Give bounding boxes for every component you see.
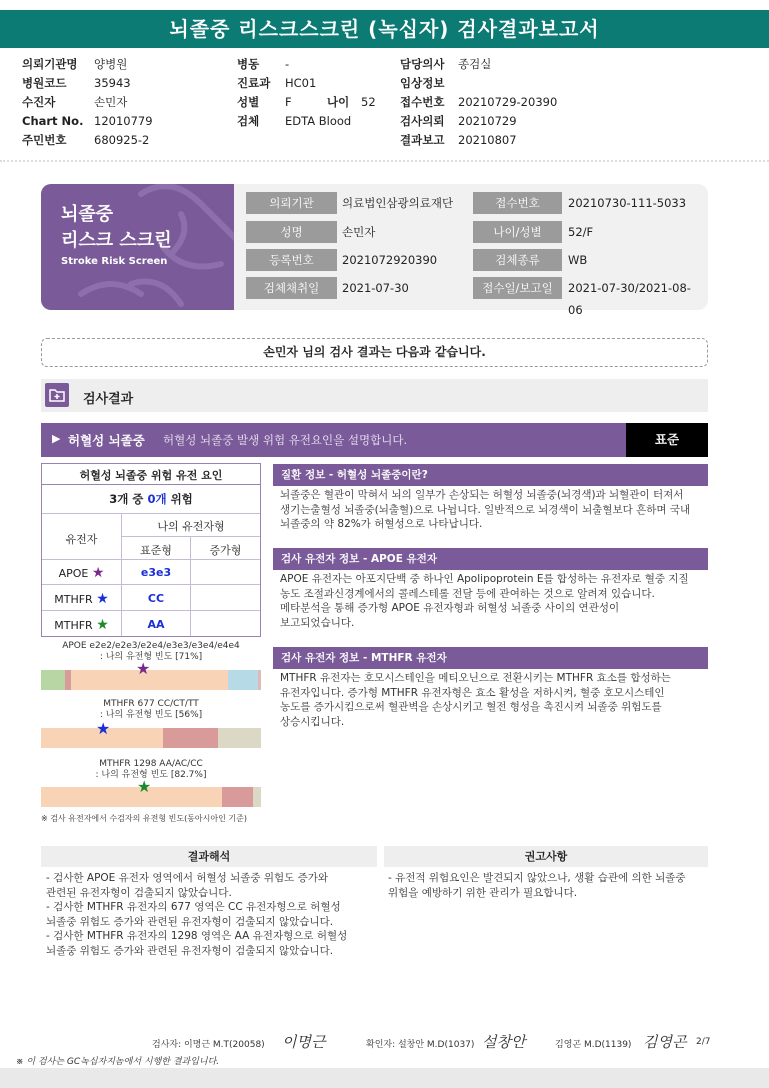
confirmer2-signature: 김영곤 [643,1033,687,1051]
text-line: 위험을 예방하기 위한 관리가 필요합니다. [388,886,578,899]
info-box-title: 검사 유전자 정보 - APOE 유전자 [273,548,708,570]
risk-count-prefix: 3개 중 [109,492,144,506]
header-row [22,112,222,131]
header-label: 의뢰기관명 [22,57,78,71]
header-row [237,112,387,131]
info-value: 손민자 [342,225,376,239]
gene-risk-table [41,463,261,637]
freq-bar-segment [218,728,261,748]
folder-plus-icon [45,383,69,407]
star-icon: ★ [96,591,109,607]
info-value: 2021-07-30/2021-08-06 [568,281,691,317]
genotype-std: e3e3 [140,566,172,579]
interpretation-body [46,871,376,958]
header-value: 20210807 [458,133,517,147]
section-header [41,379,708,412]
table-divider [42,584,260,585]
text-line: - 검사한 APOE 유전자 영역에서 허혈성 뇌졸중 위험도 증가와 [46,872,329,884]
header-value: 종검실 [458,57,492,71]
info-label: 접수번호 [473,192,562,214]
col-std-header: 표준형 [140,544,172,557]
genotype-std: CC [147,592,165,605]
text-line: 뇌졸중 위험도 증가와 관련된 유전자형이 검출되지 않았습니다. [46,915,334,928]
info-value: 20210730-111-5033 [568,196,687,210]
freq-label-mthfr-677 [41,699,261,721]
text-line: - 검사한 MTHFR 유전자의 1298 영역은 AA 유전자형으로 허혈성 [46,930,348,942]
header-value: 20210729 [458,114,517,128]
header-row [400,74,650,93]
confirmer2-info: 김영곤 M.D(1139) [555,1040,632,1050]
header-label: 결과보고 [400,133,445,147]
freq-label-mthfr-1298 [41,759,261,781]
header-label: 검체 [237,114,260,128]
text-line: 농도 조절과신경계에서의 콜레스테롤 전달 등에 관여하는 것으로 알려져 있습니다. [280,587,655,600]
header-label: 병원코드 [22,76,67,90]
card-title-line1: 뇌졸중 [61,204,114,225]
patient-info-grid [246,192,701,317]
text-line: MTHFR 유전자는 호모시스테인을 메티오닌으로 전환시키는 MTHFR 효소를 합성하는 [280,672,671,684]
info-value: WB [568,253,588,267]
star-icon: ★ [96,617,109,633]
freq-note: ※ 검사 유전자에서 수검자의 유전형 빈도(동아시아인 기준) [41,814,247,823]
freq-bar-segment [41,787,222,807]
table-divider [42,513,260,514]
text-line: - 검사한 MTHFR 유전자의 677 영역은 CC 유전자형으로 허혈성 [46,901,341,913]
gene-row-apoe [42,565,121,581]
tester-info: 검사자: 이명근 M.T(20058) [152,1040,265,1050]
play-arrow-icon: ▶ [52,432,61,445]
header-value: 12010779 [94,114,153,128]
freq-label-line2: : 나의 유전형 빈도 [71%] [99,652,203,662]
confirmer-info: 확인자: 설창안 M.D(1037) [366,1040,475,1050]
header-label: 접수번호 [400,95,445,109]
info-value: 52/F [568,225,594,239]
interpretation-title: 결과해석 [41,846,377,867]
header-row [237,55,387,74]
age-value: 52 [361,95,376,109]
info-value: 2021-07-30 [342,281,409,295]
text-line: 메타분석을 통해 증가형 APOE 유전자형과 허혈성 뇌졸중 사이의 연관성이 [280,602,620,614]
footer-note: ※ 이 검사는 GC녹십자지놈에서 시행한 결과입니다. [16,1057,220,1067]
header-label: 병동 [237,57,260,71]
header-value: 양병원 [94,57,128,71]
info-label: 검체채취일 [246,277,337,299]
page-bottom-bar [0,1068,769,1088]
col-inc-header: 증가형 [209,544,242,557]
card-title [61,202,172,254]
disease-description: 허혈성 뇌졸중 발생 위험 유전요인을 설명합니다. [163,433,408,447]
freq-bar-segment [228,670,258,690]
freq-bar-segment [41,670,65,690]
info-box-body [280,488,708,532]
freq-bar-segment [163,728,218,748]
text-line: 보고되었습니다. [280,616,355,629]
star-marker-icon: ★ [96,719,111,738]
header-value: F [285,95,292,109]
result-summary: 손민자 님의 검사 결과는 다음과 같습니다. [41,338,708,367]
star-marker-icon: ★ [136,659,151,678]
header-row [400,112,650,131]
freq-label-line2: : 나의 유전형 빈도 [82.7%] [95,770,207,780]
header-divider [0,160,769,168]
info-value: 의료법인삼광의료재단 [342,196,454,210]
info-label: 검체종류 [473,249,562,271]
freq-label-line1: MTHFR 677 CC/CT/TT [103,699,199,709]
header-value: 680925-2 [94,133,150,147]
recommendation-body [388,871,706,900]
header-row [400,93,650,112]
gene-row-mthfr-1298 [42,617,121,633]
header-value: 20210729-20390 [458,95,558,109]
risk-count-suffix: 위험 [170,492,193,506]
text-line: 농도를 증가시킴으로써 혈관벽을 손상시키고 혈전 형성을 촉진시켜 뇌졸중 위험도를 [280,701,662,713]
header-row [237,93,387,112]
page-number: 2/7 [696,1037,711,1047]
freq-label-line2: : 나의 유전형 빈도 [56%] [99,710,203,720]
header-label: 임상정보 [400,76,445,90]
gene-name: APOE [58,567,89,580]
header-row [22,74,222,93]
age-label: 나이 [327,95,350,109]
table-divider [42,610,260,611]
info-label: 의뢰기관 [246,192,337,214]
header-value: EDTA Blood [285,114,352,128]
text-line: APOE 유전자는 아포지단백 중 하나인 Apolipoprotein E를 합성하는 유전자로 혈중 지질 [280,573,689,585]
text-line: 유전자입니다. 증가형 MTHFR 유전자형은 효소 활성을 저하시켜, 혈중 호모시스테인 [280,686,665,699]
header-label: 검사의뢰 [400,114,445,128]
table-divider [42,559,260,560]
card-title-line2: 리스크 스크린 [61,230,172,251]
header-row [22,55,222,74]
info-label: 성명 [246,221,337,243]
col-gene-header: 유전자 [65,533,98,546]
header-row [400,131,650,150]
text-line: 관련된 유전자형이 검출되지 않았습니다. [46,886,232,899]
header-label: 성별 [237,95,260,109]
header-value: 손민자 [94,95,128,109]
genotype-std: AA [147,618,165,631]
stroke-risk-card [41,184,234,310]
header-col2 [237,55,387,131]
info-label: 나이/성별 [473,221,562,243]
header-label: 담당의사 [400,57,445,71]
header-value: 35943 [94,76,131,90]
star-marker-icon: ★ [137,777,152,796]
risk-count [42,491,260,507]
header-value: HC01 [285,76,317,90]
risk-count-value: 0개 [147,492,167,506]
disease-name: 허혈성 뇌졸중 [68,433,145,448]
section-title: 검사결과 [83,392,134,407]
freq-label-line1: MTHFR 1298 AA/AC/CC [99,759,203,769]
header-row [237,74,387,93]
header-value: - [285,57,290,71]
star-icon: ★ [91,565,105,581]
info-label: 등록번호 [246,249,337,271]
text-line: 상승시킵니다. [280,715,345,728]
text-line: - 유전적 위험요인은 발견되지 않았으나, 생활 습관에 의한 뇌졸중 [388,872,686,884]
tester-signature: 이명근 [282,1033,326,1051]
confirmer-signature: 설창안 [482,1033,526,1051]
gene-name: MTHFR [54,619,93,632]
header-label: 주민번호 [22,133,67,147]
header-row [22,131,222,150]
gene-row-mthfr-677 [42,591,121,607]
freq-label-apoe [41,641,261,663]
text-line: 뇌졸중의 약 82%가 허혈성으로 나타납니다. [280,518,483,530]
info-box-body [280,671,708,729]
header-row [22,93,222,112]
info-value: 2021072920390 [342,253,438,267]
freq-bar-segment [253,787,261,807]
header-col3 [400,55,650,150]
freq-label-line1: APOE e2e2/e2e3/e2e4/e3e3/e3e4/e4e4 [62,641,240,651]
text-line: 생기는출혈성 뇌졸중(뇌출혈)으로 나뉩니다. 일반적으로 뇌경색이 뇌출혈보다 흔하며 국내 [280,503,691,516]
info-box-title: 검사 유전자 정보 - MTHFR 유전자 [273,647,708,669]
disease-band [41,423,626,457]
standard-badge: 표준 [626,423,708,457]
gene-table-title: 허혈성 뇌졸중 위험 유전 요인 [79,469,223,482]
folder-plus-svg [45,383,69,407]
freq-bar-segment [222,787,253,807]
table-divider [42,484,260,485]
text-line: 뇌졸중은 혈관이 막혀서 뇌의 일부가 손상되는 허혈성 뇌졸중(뇌경색)과 뇌혈관이 터져서 [280,489,684,501]
header-row [400,55,650,74]
freq-bar-segment [258,670,261,690]
recommendation-title: 권고사항 [384,846,708,867]
info-label: 접수일/보고일 [473,277,562,299]
card-subtitle: Stroke Risk Screen [61,256,168,267]
header-label: Chart No. [22,114,84,128]
info-box-title: 질환 정보 - 허혈성 뇌졸중이란? [273,464,708,486]
report-title: 뇌졸중 리스크스크린 (녹십자) 검사결과보고서 [0,10,769,48]
info-box-body [280,572,708,630]
header-label: 진료과 [237,76,271,90]
table-divider [122,536,260,537]
col-mine-header: 나의 유전자형 [157,520,225,533]
header-col1 [22,55,222,150]
text-line: 뇌졸중 위험도 증가와 관련된 유전자형이 검출되지 않았습니다. [46,944,334,957]
header-label: 수진자 [22,95,56,109]
gene-name: MTHFR [54,593,93,606]
